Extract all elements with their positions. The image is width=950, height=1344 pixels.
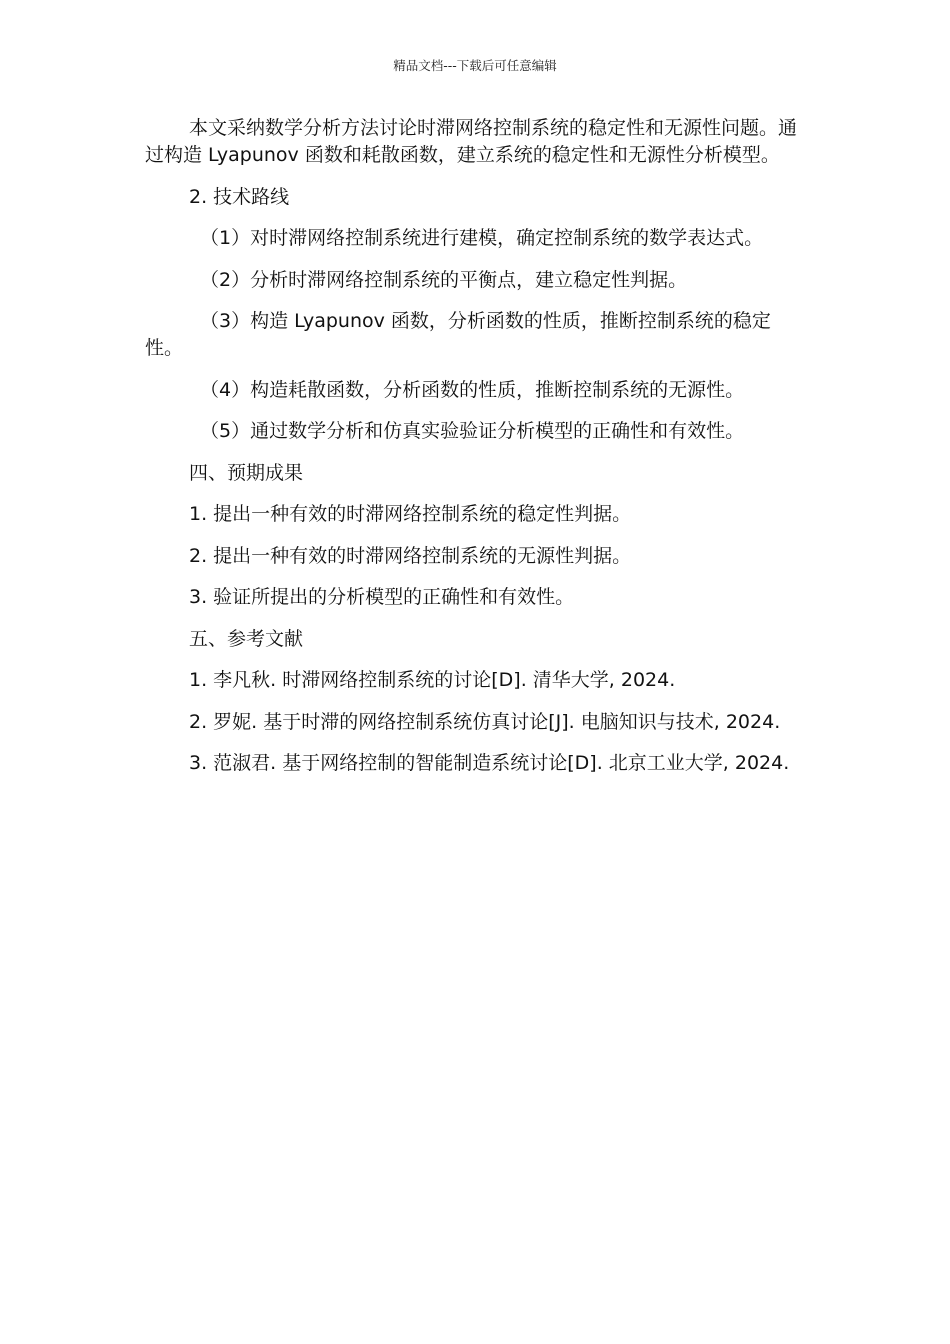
reference-item: 3. 范淑君. 基于网络控制的智能制造系统讨论[D]. 北京工业大学, 2024. (189, 752, 790, 774)
result-item: 1. 提出一种有效的时滞网络控制系统的稳定性判据。 (189, 503, 632, 525)
heading-technical-route: 2. 技术路线 (189, 185, 290, 208)
step-item: （5）通过数学分析和仿真实验验证分析模型的正确性和有效性。 (200, 420, 745, 442)
step-item: （1）对时滞网络控制系统进行建模，确定控制系统的数学表达式。 (200, 227, 764, 249)
page-header: 精品文档---下载后可任意编辑 (393, 58, 557, 73)
step-item: （4）构造耗散函数，分析函数的性质，推断控制系统的无源性。 (200, 378, 745, 401)
heading-expected-results: 四、预期成果 (189, 461, 304, 484)
result-item: 3. 验证所提出的分析模型的正确性和有效性。 (189, 586, 575, 608)
reference-item: 2. 罗妮. 基于时滞的网络控制系统仿真讨论[J]. 电脑知识与技术, 2024. (189, 710, 781, 733)
paragraph-intro: 本文采纳数学分析方法讨论时滞网络控制系统的稳定性和无源性问题。通过构造 Lyapunov 函数和耗散函数，建立系统的稳定性和无源性分析模型。 (145, 117, 798, 166)
step-item: （2）分析时滞网络控制系统的平衡点，建立稳定性判据。 (200, 268, 688, 291)
heading-references: 五、参考文献 (189, 627, 304, 650)
result-item: 2. 提出一种有效的时滞网络控制系统的无源性判据。 (189, 544, 632, 567)
reference-item: 1. 李凡秋. 时滞网络控制系统的讨论[D]. 清华大学, 2024. (189, 669, 676, 691)
document-body (145, 115, 797, 792)
step-item: （3）构造 Lyapunov 函数，分析函数的性质，推断控制系统的稳定性。 (145, 310, 771, 359)
